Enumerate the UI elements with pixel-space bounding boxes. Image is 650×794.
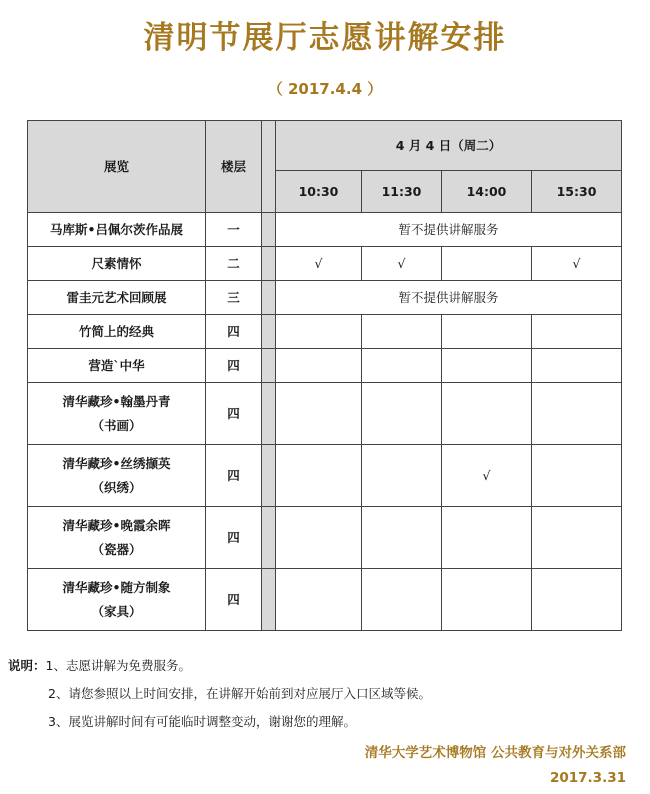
footer-organization: 清华大学艺术博物馆 公共教育与对外关系部 xyxy=(364,745,626,761)
row-separator xyxy=(262,569,276,631)
time-slot-cell xyxy=(532,383,622,445)
time-slot-cell xyxy=(532,569,622,631)
schedule-table xyxy=(27,120,622,631)
exhibit-title: 清华藏珍•翰墨丹青 xyxy=(62,393,171,409)
col-header-floor: 楼层 xyxy=(206,121,262,213)
page-title: 清明节展厅志愿讲解安排 xyxy=(143,20,507,56)
schedule-date: （ 2017.4.4 ） xyxy=(267,80,383,98)
col-header-time: 10:30 xyxy=(276,171,362,213)
time-slot-cell: √ xyxy=(276,247,362,281)
time-slot-cell xyxy=(442,507,532,569)
notes-section xyxy=(8,652,431,736)
exhibit-name xyxy=(28,383,206,445)
note-line xyxy=(8,652,431,680)
time-slot-cell xyxy=(532,349,622,383)
time-slot-cell xyxy=(276,383,362,445)
table-row xyxy=(28,383,622,445)
exhibit-category: （织绣） xyxy=(91,479,142,495)
exhibit-title: 清华藏珍•丝绣撷英 xyxy=(62,455,171,471)
time-slot-cell xyxy=(362,315,442,349)
time-slot-cell xyxy=(442,349,532,383)
exhibit-floor: 四 xyxy=(206,315,262,349)
table-row xyxy=(28,569,622,631)
note-line xyxy=(8,680,431,708)
time-slot-cell: √ xyxy=(532,247,622,281)
time-slot-cell xyxy=(362,349,442,383)
exhibit-floor: 四 xyxy=(206,383,262,445)
row-separator xyxy=(262,349,276,383)
time-slot-cell xyxy=(532,507,622,569)
time-slot-cell xyxy=(276,315,362,349)
note-text: 1、志愿讲解为免费服务。 xyxy=(45,658,191,673)
row-separator xyxy=(262,445,276,507)
exhibit-category: （家具） xyxy=(91,603,142,619)
header-separator xyxy=(262,121,276,213)
exhibit-floor: 四 xyxy=(206,569,262,631)
time-slot-cell xyxy=(442,247,532,281)
time-slot-cell xyxy=(362,445,442,507)
row-separator xyxy=(262,213,276,247)
exhibit-category: （书画） xyxy=(91,417,142,433)
exhibit-floor: 四 xyxy=(206,349,262,383)
row-separator xyxy=(262,247,276,281)
exhibit-floor: 一 xyxy=(206,213,262,247)
row-separator xyxy=(262,281,276,315)
table-row xyxy=(28,247,622,281)
exhibit-name xyxy=(28,507,206,569)
exhibit-floor: 二 xyxy=(206,247,262,281)
col-header-time: 15:30 xyxy=(532,171,622,213)
exhibit-name xyxy=(28,445,206,507)
exhibit-floor: 四 xyxy=(206,445,262,507)
table-row xyxy=(28,445,622,507)
exhibit-title: 清华藏珍•随方制象 xyxy=(62,579,171,595)
time-slot-cell xyxy=(532,445,622,507)
time-slot-cell xyxy=(276,569,362,631)
time-slot-cell: √ xyxy=(362,247,442,281)
time-slot-cell xyxy=(442,383,532,445)
time-slot-cell xyxy=(362,383,442,445)
time-slot-cell xyxy=(276,349,362,383)
exhibit-name xyxy=(28,569,206,631)
exhibit-name: 尺素情怀 xyxy=(28,247,206,281)
row-separator xyxy=(262,383,276,445)
time-slot-cell xyxy=(276,445,362,507)
exhibit-category: （瓷器） xyxy=(91,541,142,557)
header-row-day xyxy=(28,121,622,171)
no-service-note: 暂不提供讲解服务 xyxy=(276,281,622,315)
col-header-exhibit: 展览 xyxy=(28,121,206,213)
time-slot-cell xyxy=(362,507,442,569)
table-row xyxy=(28,281,622,315)
time-slot-cell: √ xyxy=(442,445,532,507)
exhibit-name: 营造`中华 xyxy=(28,349,206,383)
time-slot-cell xyxy=(442,315,532,349)
time-slot-cell xyxy=(532,315,622,349)
exhibit-title: 清华藏珍•晚霞余晖 xyxy=(62,517,171,533)
table-row xyxy=(28,213,622,247)
table-row xyxy=(28,315,622,349)
note-text: 2、请您参照以上时间安排，在讲解开始前到对应展厅入口区域等候。 xyxy=(48,686,431,701)
time-slot-cell xyxy=(362,569,442,631)
exhibit-floor: 三 xyxy=(206,281,262,315)
table-row xyxy=(28,507,622,569)
footer-date: 2017.3.31 xyxy=(549,770,626,786)
exhibit-name: 竹简上的经典 xyxy=(28,315,206,349)
time-slot-cell xyxy=(442,569,532,631)
exhibit-name: 雷圭元艺术回顾展 xyxy=(28,281,206,315)
note-text: 3、展览讲解时间有可能临时调整变动，谢谢您的理解。 xyxy=(48,714,356,729)
col-header-day: 4 月 4 日（周二） xyxy=(276,121,622,171)
row-separator xyxy=(262,507,276,569)
exhibit-floor: 四 xyxy=(206,507,262,569)
table-row xyxy=(28,349,622,383)
col-header-time: 14:00 xyxy=(442,171,532,213)
note-line xyxy=(8,708,431,736)
row-separator xyxy=(262,315,276,349)
exhibit-name: 马库斯•吕佩尔茨作品展 xyxy=(28,213,206,247)
time-slot-cell xyxy=(276,507,362,569)
no-service-note: 暂不提供讲解服务 xyxy=(276,213,622,247)
col-header-time: 11:30 xyxy=(362,171,442,213)
notes-lead: 说明： xyxy=(8,658,46,673)
